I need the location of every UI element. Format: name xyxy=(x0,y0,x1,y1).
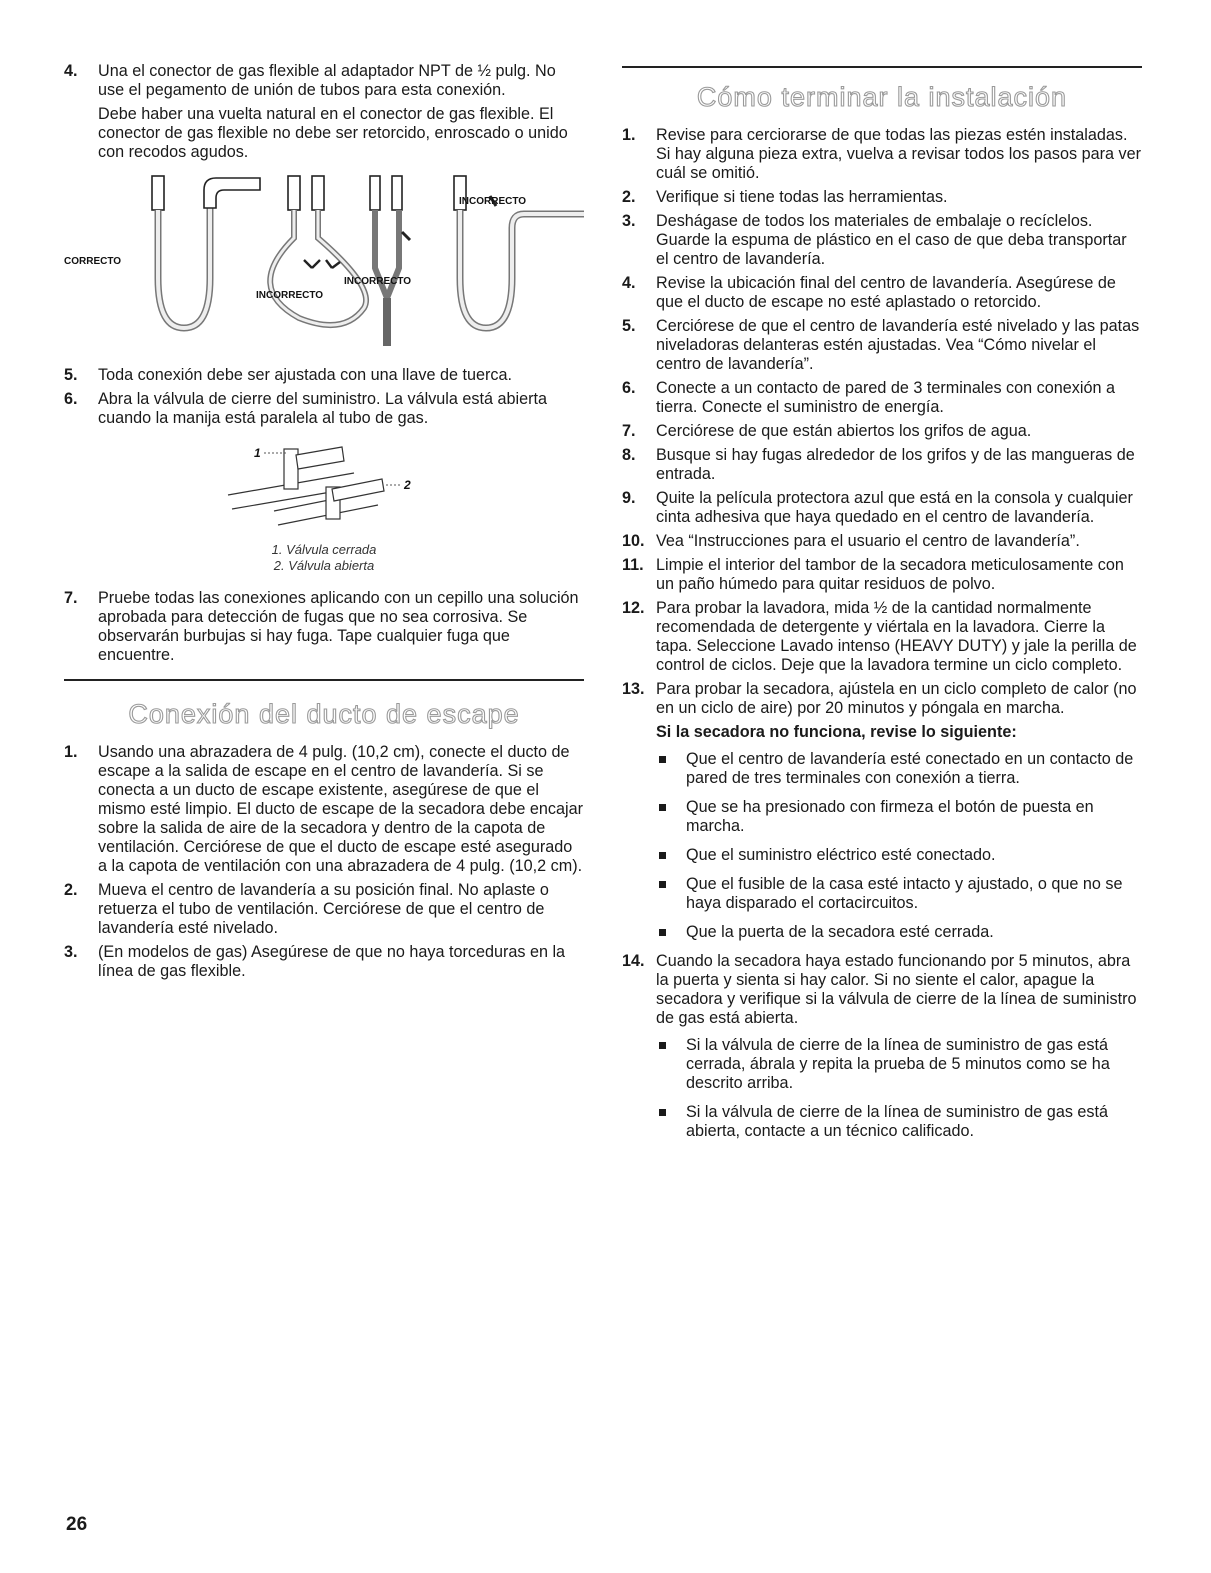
list-item xyxy=(64,881,584,938)
bullet-square-icon xyxy=(659,881,666,888)
item-text: Toda conexión debe ser ajustada con una llave de tuerca. xyxy=(98,366,512,384)
list-item xyxy=(622,317,1142,374)
item-text: Pruebe todas las conexiones aplicando con un cepillo una solución aprobada para detección de fugas que no sea corrosiva. Se observarán burbujas si hay fuga. Tape cualquier fuga que encuentre. xyxy=(98,589,579,664)
valve-caption xyxy=(64,542,584,574)
item-text: Deshágase de todos los materiales de embalaje o recíclelos. Guarde la espuma de plástico en el caso de que deba transportar el centro de lavandería. xyxy=(656,212,1127,268)
bullet-text: Si la válvula de cierre de la línea de suministro de gas está abierta, contacte a un técnico calificado. xyxy=(686,1103,1109,1140)
item-text: Mueva el centro de lavandería a su posición final. No aplaste o retuerza el tubo de ventilación. Cerciórese de que el centro de lavandería esté nivelado. xyxy=(98,881,549,937)
bullet-item xyxy=(656,798,1142,836)
list-item xyxy=(622,680,1142,942)
bullet-square-icon xyxy=(659,804,666,811)
item-number: 14. xyxy=(622,952,645,970)
bullet-text: Que el centro de lavandería esté conectado en un contacto de pared de tres terminales con conexión a tierra. xyxy=(686,750,1134,787)
list-item xyxy=(622,556,1142,594)
gas-valve-list xyxy=(656,1036,1142,1141)
item-number: 2. xyxy=(64,881,78,899)
bullet-item xyxy=(656,1103,1142,1141)
page-number: 26 xyxy=(66,1514,88,1535)
item-text: Conecte a un contacto de pared de 3 terminales con conexión a tierra. Conecte el suministro de energía. xyxy=(656,379,1115,416)
bullet-text: Que el suministro eléctrico esté conectado. xyxy=(686,846,996,864)
correct-label: CORRECTO xyxy=(64,256,122,267)
list-item xyxy=(64,390,584,428)
item-text: Cuando la secadora haya estado funcionando por 5 minutos, abra la puerta y sienta si hay calor. Si no siente el calor, apague la secadora y verifique si la válvula de cierre de la línea de suministro de gas está abierta. xyxy=(656,952,1137,1027)
list-item xyxy=(622,379,1142,417)
item-number: 6. xyxy=(64,390,78,408)
item-text: Abra la válvula de cierre del suministro. La válvula está abierta cuando la manija está paralela al tubo de gas. xyxy=(98,390,547,427)
item-number: 8. xyxy=(622,446,636,464)
item-number: 10. xyxy=(622,532,645,550)
item-number: 5. xyxy=(64,366,78,384)
list-item xyxy=(64,743,584,876)
item-number: 5. xyxy=(622,317,636,335)
item-number: 12. xyxy=(622,599,645,617)
item-text: Para probar la lavadora, mida ½ de la cantidad normalmente recomendada de detergente y viértala en la lavadora. Cierre la tapa. Seleccione Lavado intenso (HEAVY DUTY) y jale la perilla de control de ciclos. Deje que la lavadora termine un ciclo completo. xyxy=(656,599,1137,674)
gas-connector-diagram xyxy=(64,168,584,366)
exhaust-items xyxy=(64,743,584,981)
item-text: Limpie el interior del tambor de la secadora meticulosamente con un paño húmedo para quitar residuos de polvo. xyxy=(656,556,1124,593)
item-text: Cerciórese de que están abiertos los grifos de agua. xyxy=(656,422,1032,440)
caption-line: 2. Válvula abierta xyxy=(273,558,375,573)
list-item xyxy=(622,532,1142,551)
valve-marker-1: 1 xyxy=(254,446,261,460)
item-text: Cerciórese de que el centro de lavandería esté nivelado y las patas niveladoras delanteras estén ajustadas. Vea “Cómo nivelar el centro de lavandería”. xyxy=(656,317,1140,373)
incorrect-label: INCORRECTO xyxy=(344,276,412,287)
item-text: Usando una abrazadera de 4 pulg. (10,2 cm), conecte el ducto de escape a la salida de escape en el centro de lavandería. Si se conecta a un ducto de escape existente, asegúrese de que el mismo esté limpio. El ducto de escape de la secadora debe encajar sobre la salida de aire de la secadora y dentro de la capota de ventilación. Cerciórese de que el ducto de escape esté asegurado a la capota de ventilación con una abrazadera de 4 pulg. (10,2 cm). xyxy=(98,743,584,875)
left-column xyxy=(64,62,584,986)
bullet-item xyxy=(656,1036,1142,1093)
list-item xyxy=(622,188,1142,207)
left-items-top xyxy=(64,62,584,162)
list-item xyxy=(64,62,584,162)
list-item xyxy=(622,446,1142,484)
incorrect-label: INCORRECTO xyxy=(256,290,324,301)
item-number: 4. xyxy=(622,274,636,292)
list-item xyxy=(64,366,584,385)
item-text: Vea “Instrucciones para el usuario el centro de lavandería”. xyxy=(656,532,1080,550)
left-items-mid xyxy=(64,366,584,428)
section-divider xyxy=(64,679,584,681)
bullet-text: Que se ha presionado con firmeza el botón de puesta en marcha. xyxy=(686,798,1094,835)
list-item xyxy=(622,126,1142,183)
caption-line: 1. Válvula cerrada xyxy=(271,542,377,557)
list-item xyxy=(622,212,1142,269)
item-number: 2. xyxy=(622,188,636,206)
section-title-exhaust: Conexión del ducto de escape xyxy=(128,699,520,729)
section-divider xyxy=(622,66,1142,68)
item-number: 4. xyxy=(64,62,78,80)
item-number: 1. xyxy=(622,126,636,144)
item-text: Revise para cerciorarse de que todas las piezas estén instaladas. Si hay alguna pieza extra, vuelva a revisar todos los pasos para ver cuál se omitió. xyxy=(656,126,1141,182)
check-list xyxy=(656,750,1142,942)
bullet-square-icon xyxy=(659,1042,666,1049)
valve-figure xyxy=(64,433,584,573)
section-title-finish: Cómo terminar la instalación xyxy=(696,82,1068,112)
finish-items xyxy=(622,126,1142,1141)
item-number: 1. xyxy=(64,743,78,761)
item-text: Una el conector de gas flexible al adaptador NPT de ½ pulg. No use el pegamento de unión de tubos para esta conexión. xyxy=(98,62,556,99)
item-text: Quite la película protectora azul que está en la consola y cualquier cinta adhesiva que haya quedado en el centro de lavandería. xyxy=(656,489,1133,526)
list-item xyxy=(64,943,584,981)
item-text: Verifique si tiene todas las herramientas. xyxy=(656,188,948,206)
check-heading: Si la secadora no funciona, revise lo siguiente: xyxy=(656,723,1017,741)
bullet-item xyxy=(656,846,1142,865)
list-item xyxy=(622,952,1142,1141)
bullet-text: Que la puerta de la secadora esté cerrada. xyxy=(686,923,994,941)
bullet-text: Que el fusible de la casa esté intacto y ajustado, o que no se haya disparado el cortacircuitos. xyxy=(686,875,1123,912)
bullet-square-icon xyxy=(659,929,666,936)
list-item xyxy=(622,599,1142,675)
left-items-after-valve xyxy=(64,589,584,665)
item-number: 9. xyxy=(622,489,636,507)
bullet-item xyxy=(656,750,1142,788)
list-item xyxy=(622,274,1142,312)
item-text: Revise la ubicación final del centro de lavandería. Asegúrese de que el ducto de escape no esté aplastado o retorcido. xyxy=(656,274,1116,311)
bullet-square-icon xyxy=(659,1109,666,1116)
item-text: (En modelos de gas) Asegúrese de que no haya torceduras en la línea de gas flexible. xyxy=(98,943,566,980)
item-number: 7. xyxy=(622,422,636,440)
item-text: Para probar la secadora, ajústela en un ciclo completo de calor (no en un ciclo de aire) por 20 minutos y póngala en marcha. xyxy=(656,680,1137,717)
item-number: 7. xyxy=(64,589,78,607)
bullet-square-icon xyxy=(659,756,666,763)
bullet-text: Si la válvula de cierre de la línea de suministro de gas está cerrada, ábrala y repita la prueba de 5 minutos como se ha descrito arriba. xyxy=(686,1036,1110,1092)
valve-illustration xyxy=(64,433,584,537)
gas-connector-illustration xyxy=(64,168,584,366)
list-item xyxy=(64,589,584,665)
list-item xyxy=(622,422,1142,441)
item-number: 13. xyxy=(622,680,645,698)
valve-marker-2: 2 xyxy=(404,478,411,492)
item-text: Debe haber una vuelta natural en el conector de gas flexible. El conector de gas flexible no debe ser retorcido, enroscado o unido con recodos agudos. xyxy=(98,105,568,161)
item-number: 3. xyxy=(622,212,636,230)
item-number: 3. xyxy=(64,943,78,961)
bullet-item xyxy=(656,923,1142,942)
bullet-item xyxy=(656,875,1142,913)
bullet-square-icon xyxy=(659,852,666,859)
right-column xyxy=(622,66,1142,1151)
incorrect-label: INCORRECTO xyxy=(459,196,527,207)
item-number: 11. xyxy=(622,556,644,574)
item-number: 6. xyxy=(622,379,636,397)
item-text: Busque si hay fugas alrededor de los grifos y de las mangueras de entrada. xyxy=(656,446,1135,483)
list-item xyxy=(622,489,1142,527)
